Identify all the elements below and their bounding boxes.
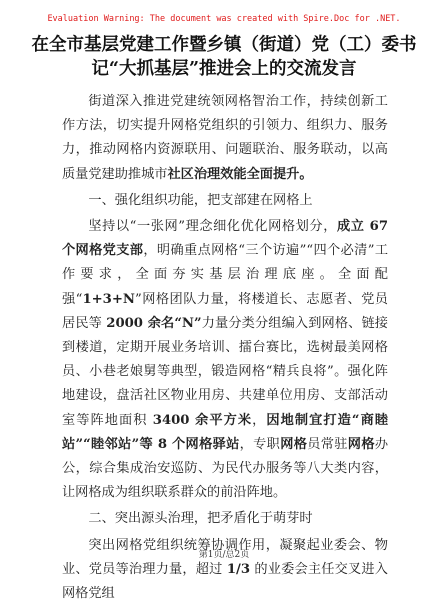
- text-run: 员常驻: [307, 436, 348, 452]
- intro-paragraph: [62, 90, 388, 187]
- evaluation-warning: Evaluation Warning: The document was created with Spire.Doc for .NET.: [47, 14, 401, 24]
- section-heading-1: [62, 189, 388, 213]
- page-footer: 第1页/总2页: [198, 550, 250, 560]
- bold-text-run: 1+3+N: [82, 291, 135, 307]
- text-run: 的业委会主任交叉进入网格党组: [62, 561, 388, 602]
- bold-text-run: 2000 余名“N”: [106, 315, 202, 331]
- bold-text-run: 成立 67 个网格党支部: [62, 219, 388, 259]
- bold-text-run: 1/3: [226, 561, 251, 577]
- bold-text-run: 因地制宜打造“商睦站”“睦邻站”等 8 个网格驿站: [62, 412, 389, 452]
- text-run: 二、突出源头治理，把矛盾化于萌芽时: [88, 511, 313, 527]
- text-run: 街道深入推进党建统领网格智治工作，持续创新工作方法，切实提升网格党组织的引领力、组织力、服务力，推动网格内资源联用、问题联治、服务联动，以高质量党建助推城市: [62, 94, 388, 182]
- text-run: 力量分类分组编入到网格、链接到楼道，定期开展业务培训、擂台赛比，选树最美网格员、小巷老娘舅等典型，锻造网格“精兵良将”。强化阵地建设，盘活社区物业用房、共建单位用房、支部活动室等阵地面积: [62, 315, 388, 428]
- bold-text-run: 3400 余平方米: [152, 412, 253, 428]
- text-run: 坚持以“一张网”理念细化优化网格划分，: [88, 219, 337, 235]
- text-run: ，专职: [239, 436, 281, 452]
- text-run: ”网格团队力量，将楼道长、志愿者、党员居民等: [62, 291, 388, 331]
- document-body: [62, 90, 388, 606]
- bold-text-run: 社区治理效能全面提升。: [167, 166, 313, 182]
- section-2-paragraph: [62, 534, 388, 606]
- text-run: 一、强化组织功能，把支部建在网格上: [88, 192, 313, 208]
- text-run: ，: [252, 412, 267, 428]
- text-run: 突出网格党组织统筹协调作用，凝聚起业委会、物业、党员等治理力量，超过: [62, 537, 388, 577]
- text-run: 办公，综合集成治安巡防、为民代办服务等八大类内容，让网格成为组织联系群众的前沿阵地。: [62, 436, 389, 501]
- text-run: ，明确重点网格“三个访遍”“四个必清”工作要求，全面夯实基层治理底座。全面配强“: [62, 243, 389, 307]
- section-1-paragraph: [62, 215, 388, 505]
- bold-text-run: 网格: [280, 436, 308, 452]
- section-heading-2: [62, 507, 388, 531]
- document-title: 在全市基层党建工作暨乡镇（街道）党（工）委书记“大抓基层”推进会上的交流发言: [31, 35, 417, 79]
- bold-text-run: 网格: [347, 436, 375, 452]
